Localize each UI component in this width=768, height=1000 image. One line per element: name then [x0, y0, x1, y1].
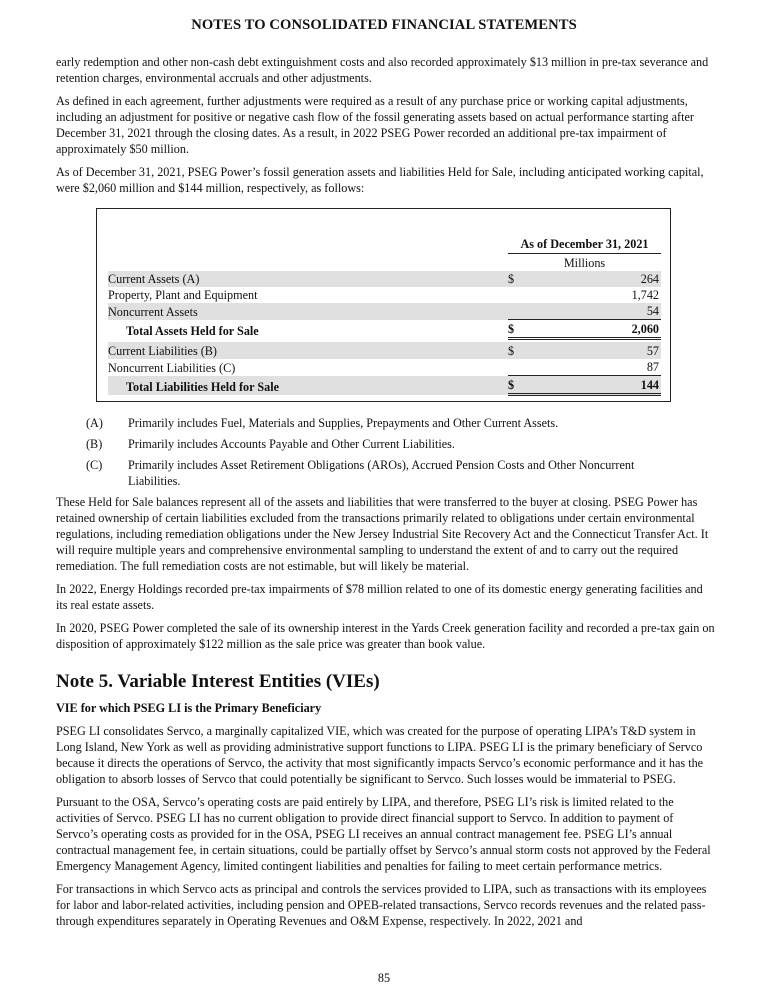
paragraph: Pursuant to the OSA, Servco’s operating costs are paid entirely by LIPA, and therefore, PSEG LI’s risk is limited related to the activities of Servco. PSEG LI has no current obligation to provide direct financial support to Servco. In addition to payment of Servco’s operating costs as provided for in the OSA, PSEG LI receives an annual contract management fee. PSEG LI’s annual contractual management fee, in certain situations, could be partially offset by Servco’s annual storm costs not approved by the Federal Emergency Management Agency, limited contingent liabilities and penalties for failing to meet certain performance metrics. [56, 795, 711, 873]
table-row [108, 271, 661, 287]
total-value: 144 [528, 376, 661, 395]
table-row [108, 342, 661, 359]
row-value: 87 [646, 360, 659, 374]
currency-symbol: $ [508, 376, 528, 395]
paragraph: early redemption and other non-cash debt extinguishment costs and also recorded approximately $13 million in pre-tax severance and retention charges, environmental accruals and other adjustments. [56, 55, 709, 85]
currency-symbol: $ [508, 271, 528, 287]
currency-symbol [508, 303, 528, 320]
total-label: Total Assets Held for Sale [126, 323, 259, 338]
paragraph: These Held for Sale balances represent all of the assets and liabilities that were transferred to the buyer at closing. PSEG Power has retained ownership of certain liabilities excluded from the transactions primarily related to obligations under certain environmental regulations, including remediation obligations under the New Jersey Industrial Site Recovery Act and the Connecticut Transfer Act. It will require multiple years and comprehensive environmental sampling to understand the extent of and to carry out the required remediation. The full remediation costs are not estimable, but will likely be material. [56, 495, 709, 573]
subsection-heading: VIE for which PSEG LI is the Primary Beneficiary [56, 701, 322, 715]
currency-symbol [508, 287, 528, 303]
currency-symbol [508, 359, 528, 376]
paragraph: In 2022, Energy Holdings recorded pre-tax impairments of $78 million related to one of its domestic energy generating facilities and its real estate assets. [56, 582, 703, 612]
page-title: NOTES TO CONSOLIDATED FINANCIAL STATEMENTS [191, 17, 577, 33]
footnote-key: (B) [86, 437, 103, 451]
held-for-sale-table-box [96, 208, 671, 402]
footnote-text: Primarily includes Asset Retirement Obligations (AROs), Accrued Pension Costs and Other Noncurrent Liabilities. [128, 458, 635, 488]
row-value: 57 [528, 342, 661, 359]
paragraph: As of December 31, 2021, PSEG Power’s fossil generation assets and liabilities Held for Sale, including anticipated working capital, were $2,060 million and $144 million, respectively, as follows: [56, 165, 704, 195]
currency-symbol: $ [508, 320, 528, 339]
held-for-sale-table [108, 235, 661, 396]
row-label: Current Assets (A) [108, 271, 508, 287]
row-value: 264 [528, 271, 661, 287]
page-number: 85 [377, 971, 391, 985]
paragraph: PSEG LI consolidates Servco, a marginally capitalized VIE, which was created for the purpose of operating LIPA’s T&D system in Long Island, New York as well as providing administrative support functions to LIPA. PSEG LI is the primary beneficiary of Servco because it directs the operations of Servco, the activity that most significantly impacts Servco’s economic performance and it has the obligation to absorb losses of Servco that could potentially be significant to Servco. Such losses would be immaterial to PSEG. [56, 724, 704, 786]
page-content [56, 54, 716, 936]
paragraph: As defined in each agreement, further adjustments were required as a result of any purchase price or working capital adjustments, including an adjustment for positive or negative cash flow of the fossil generating assets based on actual performance starting after December 31, 2021 through the closing dates. As a result, in 2022 PSEG Power recorded an additional pre-tax impairment of approximately $50 million. [56, 94, 694, 156]
table-row [108, 303, 661, 320]
footnote [86, 436, 716, 452]
units-label: Millions [563, 256, 606, 270]
table-total-row [108, 320, 661, 339]
currency-symbol: $ [508, 342, 528, 359]
footnote [86, 415, 716, 431]
total-label: Total Liabilities Held for Sale [108, 376, 508, 395]
footnote [86, 457, 716, 489]
footnote-text: Primarily includes Accounts Payable and Other Current Liabilities. [128, 437, 455, 451]
row-label: Property, Plant and Equipment [108, 288, 258, 302]
row-value: 54 [528, 303, 661, 320]
table-footnotes [86, 415, 716, 489]
row-label: Noncurrent Liabilities (C) [108, 360, 236, 375]
paragraph: In 2020, PSEG Power completed the sale of its ownership interest in the Yards Creek generation facility and recorded a pre-tax gain on disposition of approximately $122 million as the sale price was greater than book value. [56, 621, 715, 651]
column-header: As of December 31, 2021 [508, 235, 661, 253]
paragraph: For transactions in which Servco acts as principal and controls the services provided to LIPA, such as transactions with its employees for labor and labor-related activities, including pension and OPEB-related transactions, Servco records revenues and the related pass-through expenditures separately in Operating Revenues and O&M Expense, respectively. In 2022, 2021 and [56, 882, 707, 928]
table-row [108, 287, 661, 303]
total-value: 2,060 [528, 320, 661, 339]
footnote-key: (C) [86, 458, 103, 472]
table-units-row [108, 253, 661, 271]
row-label: Noncurrent Assets [108, 303, 508, 320]
footnote-text: Primarily includes Fuel, Materials and Supplies, Prepayments and Other Current Assets. [128, 416, 559, 430]
table-total-row [108, 376, 661, 395]
section-heading: Note 5. Variable Interest Entities (VIEs) [56, 671, 380, 692]
row-label: Current Liabilities (B) [108, 342, 508, 359]
table-header-row [108, 235, 661, 253]
table-row [108, 359, 661, 376]
row-value: 1,742 [631, 288, 659, 302]
footnote-key: (A) [86, 416, 103, 430]
